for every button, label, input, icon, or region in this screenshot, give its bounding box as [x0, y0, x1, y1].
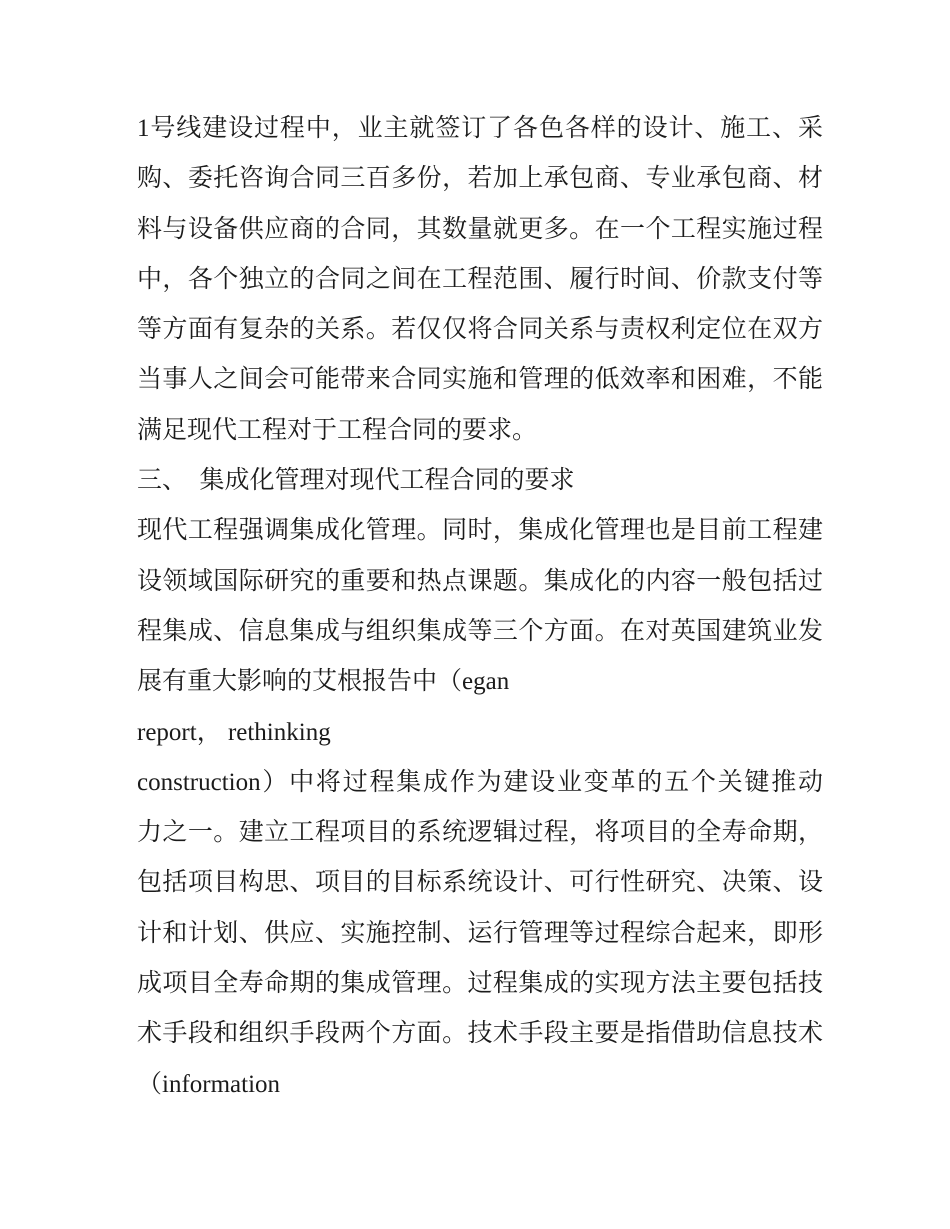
text-line: 满足现代工程对于工程合同的要求。 — [137, 416, 538, 444]
text-line: 购、委托咨询合同三百多份，若加上承包商、专业承包商、材 — [137, 165, 823, 193]
text-line: 现代工程强调集成化管理。同时，集成化管理也是目前工程建 — [137, 517, 823, 545]
text-line: 中，各个独立的合同之间在工程范围、履行时间、价款支付等 — [137, 265, 823, 293]
text-line: construction）中将过程集成作为建设业变革的五个关键推动 — [137, 768, 823, 796]
text-block — [137, 104, 823, 1110]
text-line: 料与设备供应商的合同，其数量就更多。在一个工程实施过程 — [137, 215, 823, 243]
text-line: 设领域国际研究的重要和热点课题。集成化的内容一般包括过 — [137, 567, 823, 595]
text-line: 当事人之间会可能带来合同实施和管理的低效率和困难，不能 — [137, 366, 823, 394]
text-line: （information — [137, 1070, 281, 1098]
text-line: 展有重大影响的艾根报告中（egan — [137, 668, 510, 696]
section-heading: 三、 集成化管理对现代工程合同的要求 — [137, 467, 575, 495]
text-line: 成项目全寿命期的集成管理。过程集成的实现方法主要包括技 — [137, 970, 823, 998]
text-line: 程集成、信息集成与组织集成等三个方面。在对英国建筑业发 — [137, 617, 823, 645]
text-line: 计和计划、供应、实施控制、运行管理等过程综合起来，即形 — [137, 919, 823, 947]
text-line: report， rethinking — [137, 718, 331, 746]
text-line: 包括项目构思、项目的目标系统设计、可行性研究、决策、设 — [137, 869, 823, 897]
text-line: 力之一。建立工程项目的系统逻辑过程，将项目的全寿命期， — [137, 819, 823, 847]
text-line: 术手段和组织手段两个方面。技术手段主要是指借助信息技术 — [137, 1020, 823, 1048]
text-line: 1号线建设过程中，业主就签订了各色各样的设计、施工、采 — [137, 115, 823, 142]
text-line: 等方面有复杂的关系。若仅仅将合同关系与责权利定位在双方 — [137, 316, 823, 344]
